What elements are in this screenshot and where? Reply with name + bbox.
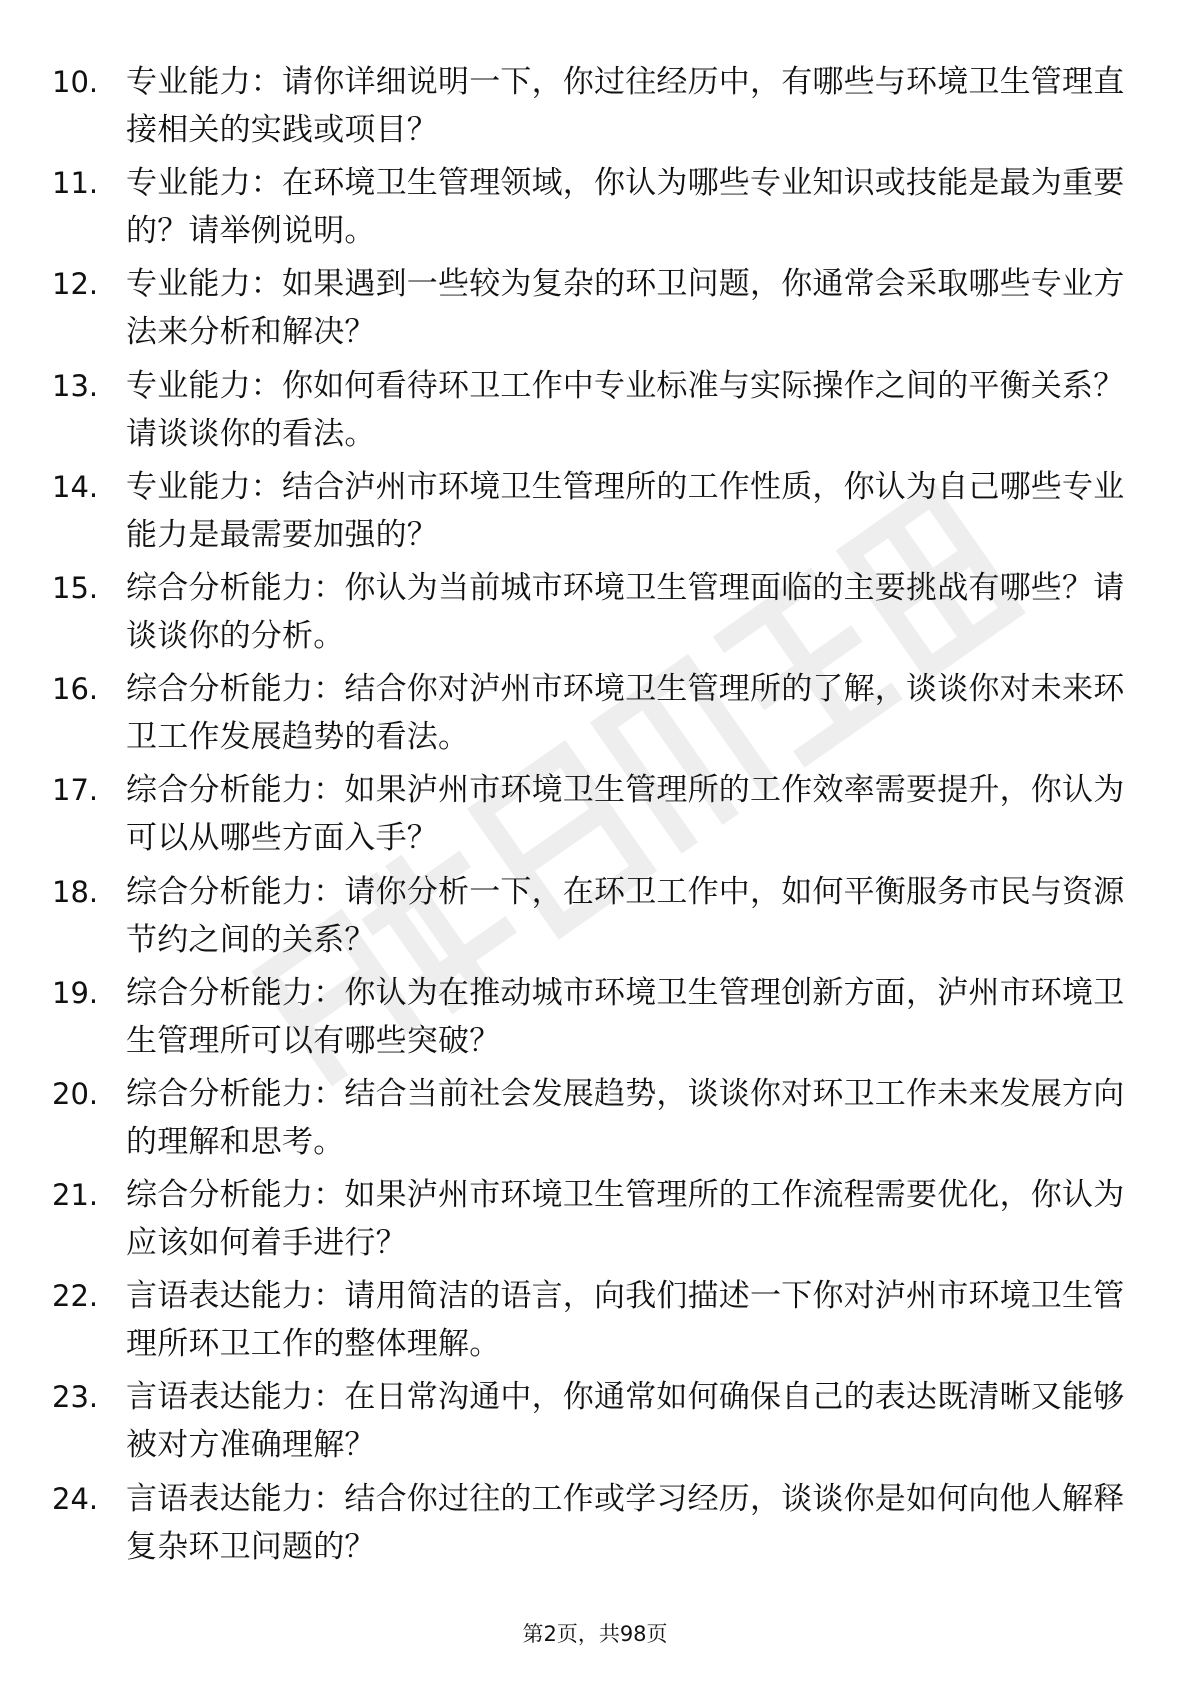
question-number: 16. [52, 672, 99, 707]
page-footer: 第2页，共98页 [522, 1622, 668, 1646]
list-item [0, 860, 1190, 961]
list-item [0, 1264, 1190, 1365]
question-text: 专业能力：如果遇到一些较为复杂的环卫问题，你通常会采取哪些专业方法来分析和解决？ [126, 266, 1125, 351]
question-text: 专业能力：请你详细说明一下，你过往经历中，有哪些与环境卫生管理直接相关的实践或项目？ [126, 64, 1125, 148]
list-item [0, 252, 1190, 353]
question-number: 14. [52, 469, 99, 504]
list-item [0, 758, 1190, 859]
list-item [0, 1467, 1190, 1568]
list-item [0, 354, 1190, 455]
list-item [0, 151, 1190, 252]
question-text: 综合分析能力：结合当前社会发展趋势，谈谈你对环卫工作未来发展方向的理解和思考。 [126, 1075, 1125, 1160]
question-number: 17. [52, 773, 99, 808]
question-text: 综合分析能力：你认为在推动城市环境卫生管理创新方面，泸州市环境卫生管理所可以有哪些突破？ [126, 974, 1125, 1059]
question-text: 言语表达能力：结合你过往的工作或学习经历，谈谈你是如何向他人解释复杂环卫问题的？ [126, 1480, 1125, 1565]
question-text: 言语表达能力：在日常沟通中，你通常如何确保自己的表达既清晰又能够被对方准确理解？ [126, 1379, 1125, 1464]
question-text: 专业能力：你如何看待环卫工作中专业标准与实际操作之间的平衡关系？请谈谈你的看法。 [126, 367, 1125, 452]
question-number: 11. [52, 166, 99, 201]
question-number: 19. [52, 975, 99, 1010]
list-item [0, 657, 1190, 758]
question-number: 24. [52, 1481, 99, 1516]
question-text: 言语表达能力：请用简洁的语言，向我们描述一下你对泸州市环境卫生管理所环卫工作的整体理解。 [126, 1278, 1125, 1363]
question-number: 15. [52, 570, 99, 605]
question-number: 22. [52, 1279, 99, 1314]
question-number: 10. [52, 65, 99, 99]
question-text: 综合分析能力：如果泸州市环境卫生管理所的工作流程需要优化，你认为应该如何着手进行？ [126, 1177, 1125, 1262]
list-item [0, 961, 1190, 1062]
question-text: 综合分析能力：结合你对泸州市环境卫生管理所的了解，谈谈你对未来环卫工作发展趋势的看法。 [126, 671, 1125, 756]
question-number: 23. [52, 1380, 99, 1415]
question-text: 综合分析能力：你认为当前城市环境卫生管理面临的主要挑战有哪些？请谈谈你的分析。 [126, 569, 1125, 654]
question-text: 综合分析能力：如果泸州市环境卫生管理所的工作效率需要提升，你认为可以从哪些方面入手？ [126, 772, 1125, 857]
list-item [0, 455, 1190, 556]
question-number: 12. [52, 267, 99, 302]
list-item [0, 1163, 1190, 1264]
question-list [0, 50, 1190, 1568]
question-number: 21. [52, 1178, 99, 1213]
question-number: 13. [52, 368, 99, 403]
question-text: 综合分析能力：请你分析一下，在环卫工作中，如何平衡服务市民与资源节约之间的关系？ [126, 873, 1125, 958]
list-item [0, 50, 1190, 151]
list-item [0, 556, 1190, 657]
list-item [0, 1365, 1190, 1466]
question-number: 20. [52, 1076, 99, 1111]
question-text: 专业能力：结合泸州市环境卫生管理所的工作性质，你认为自己哪些专业能力是最需要加强的？ [126, 468, 1125, 553]
question-text: 专业能力：在环境卫生管理领域，你认为哪些专业知识或技能是最为重要的？请举例说明。 [126, 165, 1125, 250]
list-item [0, 1062, 1190, 1163]
question-number: 18. [52, 874, 99, 909]
